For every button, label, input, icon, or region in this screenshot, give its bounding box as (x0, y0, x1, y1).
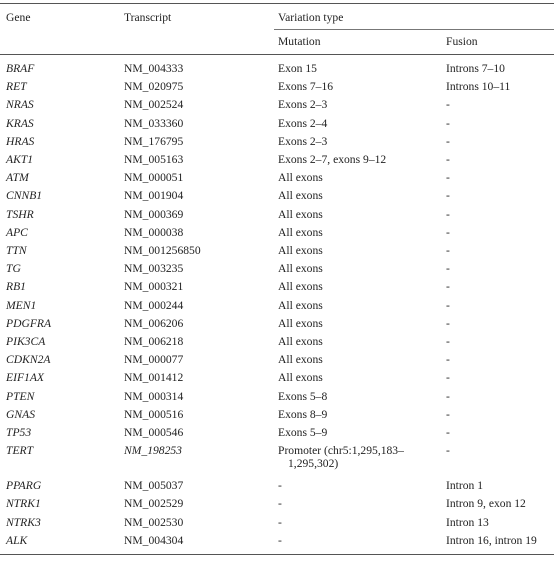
transcript-cell: NM_000244 (124, 298, 184, 312)
transcript-cell: NM_000321 (124, 280, 184, 294)
fusion-cell: Intron 9, exon 12 (446, 497, 526, 511)
gene-cell: TTN (6, 244, 27, 257)
header-transcript: Transcript (124, 11, 172, 24)
gene-cell: PPARG (6, 479, 42, 493)
mutation-cell: Exons 2–3 (278, 98, 328, 112)
fusion-cell: - (446, 225, 450, 239)
variation-subrule (274, 29, 554, 30)
mutation-cell: Exons 2–3 (278, 134, 328, 148)
mutation-cell: All exons (278, 244, 323, 257)
fusion-cell: - (446, 280, 450, 294)
mutation-cell: Exons 8–9 (278, 407, 328, 421)
fusion-cell: - (446, 316, 450, 330)
gene-cell: APC (6, 225, 28, 239)
mutation-cell: Exon 15 (278, 62, 317, 75)
gene-cell: GNAS (6, 407, 35, 421)
fusion-cell: - (446, 98, 450, 112)
fusion-cell: - (446, 244, 450, 257)
mutation-cell: Exons 5–8 (278, 389, 328, 403)
header-gene: Gene (6, 11, 31, 24)
mutation-cell: - (278, 533, 282, 547)
gene-cell: NRAS (6, 98, 34, 112)
fusion-cell: - (446, 426, 450, 439)
fusion-cell: - (446, 153, 450, 166)
transcript-cell: NM_003235 (124, 262, 184, 276)
gene-cell: CDKN2A (6, 353, 51, 367)
mutation-cell: All exons (278, 189, 323, 203)
transcript-cell: NM_176795 (124, 134, 184, 148)
fusion-cell: - (446, 189, 450, 203)
fusion-cell: - (446, 171, 450, 185)
gene-cell: ALK (6, 533, 28, 547)
transcript-cell: NM_002529 (124, 497, 184, 511)
gene-cell: TSHR (6, 207, 34, 221)
gene-cell: HRAS (6, 134, 35, 148)
fusion-cell: - (446, 207, 450, 221)
transcript-cell: NM_033360 (124, 116, 184, 130)
transcript-cell: NM_198253 (124, 444, 182, 458)
transcript-cell: NM_005163 (124, 153, 184, 166)
bottom-rule (0, 554, 554, 555)
transcript-cell: NM_004304 (124, 533, 184, 547)
gene-cell: TG (6, 262, 21, 276)
transcript-cell: NM_020975 (124, 80, 184, 94)
transcript-cell: NM_001256850 (124, 244, 201, 257)
gene-cell: ATM (6, 171, 29, 185)
transcript-cell: NM_006218 (124, 335, 184, 348)
transcript-cell: NM_001412 (124, 371, 184, 385)
header-fusion: Fusion (446, 35, 478, 48)
gene-cell: TERT (6, 444, 34, 458)
mutation-cell: Promoter (chr5:1,295,183– (278, 444, 404, 458)
mutation-cell: All exons (278, 171, 323, 185)
gene-cell: AKT1 (6, 153, 34, 166)
gene-cell: KRAS (6, 116, 34, 130)
header-mutation: Mutation (278, 35, 321, 48)
fusion-cell: Introns 7–10 (446, 62, 505, 75)
fusion-cell: Intron 13 (446, 515, 489, 529)
fusion-cell: - (446, 371, 450, 385)
transcript-cell: NM_006206 (124, 316, 184, 330)
gene-cell: PIK3CA (6, 335, 46, 348)
gene-cell: NTRK3 (6, 515, 41, 529)
mutation-cell: All exons (278, 280, 323, 294)
mutation-cell: All exons (278, 225, 323, 239)
transcript-cell: NM_000546 (124, 426, 184, 439)
mutation-cell: - (278, 497, 282, 511)
transcript-cell: NM_000369 (124, 207, 184, 221)
fusion-cell: - (446, 116, 450, 130)
mutation-cell: All exons (278, 335, 323, 348)
mutation-cell: All exons (278, 262, 323, 276)
fusion-cell: - (446, 262, 450, 276)
mutation-cell: - (278, 515, 282, 529)
fusion-cell: Introns 10–11 (446, 80, 511, 94)
mutation-cell-continued: 1,295,302) (288, 457, 339, 471)
gene-cell: RB1 (6, 280, 26, 294)
gene-cell: TP53 (6, 426, 32, 439)
mutation-cell: Exons 5–9 (278, 426, 328, 439)
mutation-cell: Exons 7–16 (278, 80, 334, 94)
transcript-cell: NM_002530 (124, 515, 184, 529)
fusion-cell: - (446, 335, 450, 348)
gene-cell: EIF1AX (6, 371, 44, 385)
transcript-cell: NM_000038 (124, 225, 184, 239)
transcript-cell: NM_001904 (124, 189, 184, 203)
mutation-cell: All exons (278, 353, 323, 367)
mutation-cell: All exons (278, 316, 323, 330)
gene-cell: MEN1 (6, 298, 37, 312)
transcript-cell: NM_005037 (124, 479, 184, 493)
fusion-cell: Intron 16, intron 19 (446, 533, 537, 547)
transcript-cell: NM_000077 (124, 353, 184, 367)
transcript-cell: NM_004333 (124, 62, 184, 75)
gene-cell: PDGFRA (6, 316, 52, 330)
mutation-cell: All exons (278, 371, 323, 385)
fusion-cell: - (446, 298, 450, 312)
fusion-cell: Intron 1 (446, 479, 484, 493)
transcript-cell: NM_000516 (124, 407, 184, 421)
gene-cell: BRAF (6, 62, 35, 75)
transcript-cell: NM_000314 (124, 389, 184, 403)
gene-cell: NTRK1 (6, 497, 41, 511)
transcript-cell: NM_000051 (124, 171, 184, 185)
mutation-cell: Exons 2–4 (278, 116, 328, 130)
gene-cell: CNNB1 (6, 189, 43, 203)
mutation-cell: All exons (278, 298, 323, 312)
fusion-cell: - (446, 407, 450, 421)
top-rule (0, 3, 554, 4)
header-rule (0, 54, 554, 55)
mutation-cell: - (278, 479, 282, 493)
mutation-cell: All exons (278, 207, 323, 221)
gene-cell: RET (6, 80, 27, 94)
mutation-cell: Exons 2–7, exons 9–12 (278, 153, 387, 166)
gene-cell: PTEN (6, 389, 35, 403)
header-variation-type: Variation type (278, 11, 344, 24)
fusion-cell: - (446, 389, 450, 403)
fusion-cell: - (446, 444, 450, 458)
fusion-cell: - (446, 134, 450, 148)
fusion-cell: - (446, 353, 450, 367)
transcript-cell: NM_002524 (124, 98, 184, 112)
